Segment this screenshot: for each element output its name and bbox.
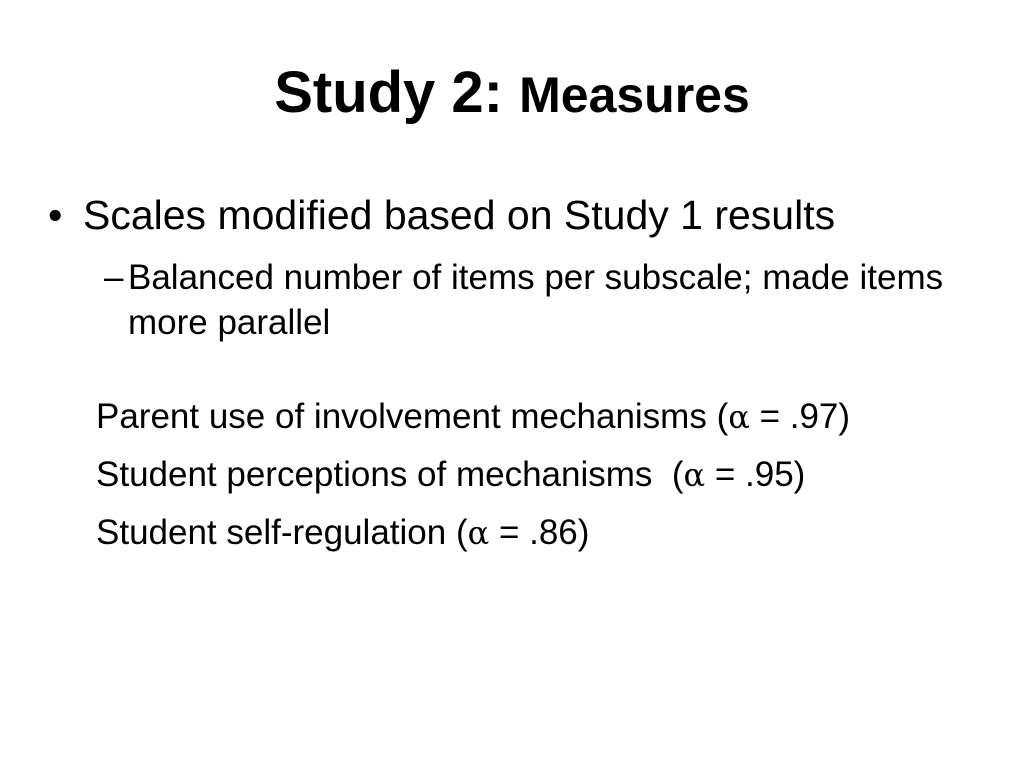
sub-bullet-text: Balanced number of items per subscale; made items more parallel [128,258,944,342]
sub-bullet-symbol: – [104,258,124,297]
measure-prefix: Parent use of involvement mechanisms ( [96,397,729,436]
bullet-symbol: • [48,192,63,238]
alpha-symbol: α [683,456,706,494]
measure-line [96,504,850,562]
measure-line [96,388,850,446]
bullet-text: Scales modified based on Study 1 results [83,192,836,238]
measure-suffix: = .97) [749,397,851,436]
measure-suffix: = .86) [489,513,590,552]
alpha-symbol: α [467,514,490,552]
measure-suffix: = .95) [705,455,806,494]
measures-list [96,388,850,562]
measure-prefix: Student self-regulation ( [96,513,468,552]
title-main: Study 2: [274,60,520,125]
title-sub: Measures [519,67,750,123]
bullet-item [48,192,835,239]
sub-bullet-item [104,255,974,345]
measure-prefix: Student perceptions of mechanisms ( [96,455,684,494]
slide-title [0,60,1024,125]
measure-line [96,446,850,504]
alpha-symbol: α [728,398,750,436]
